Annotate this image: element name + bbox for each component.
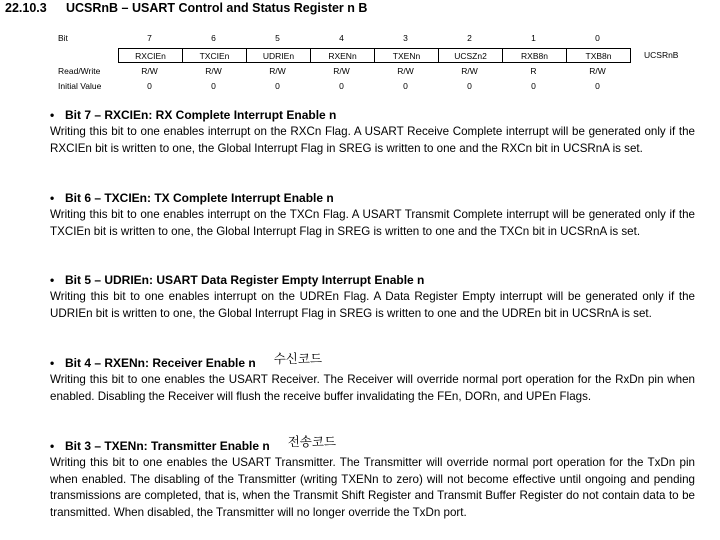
bit-number: 7 bbox=[147, 33, 152, 43]
bit-description-udrie bbox=[50, 272, 695, 322]
bit-number: 6 bbox=[211, 33, 216, 43]
bit-description-title bbox=[50, 190, 695, 207]
initial-value: 0 bbox=[147, 81, 152, 91]
register-field: RXENn bbox=[311, 49, 375, 63]
bit-description-body: Writing this bit to one enables the USART Transmitter. The Transmitter will override normal port operation for the TxDn pin when enabled. The disabling of the Transmitter (writing TXENn to zero) will not become effective until ongoing and pending transmissions are completed, that is, when the Transmit Shift Register and Transmit Buffer Register do not contain data to be transmitted. When disabled, the Transmitter will no longer override the TxDn port. bbox=[50, 456, 695, 519]
initial-value: 0 bbox=[275, 81, 280, 91]
read-write-value: R/W bbox=[461, 66, 478, 76]
read-write-value: R/W bbox=[333, 66, 350, 76]
register-field: RXB8n bbox=[503, 49, 567, 63]
section-number: 22.10.3 bbox=[5, 1, 47, 15]
bit-description-body: Writing this bit to one enables interrupt on the TXCn Flag. A USART Transmit Complete interrupt will be generated only if the TXCIEn bit is written to one, the Global Interrupt Flag in SREG is written to one and the TXCn bit in UCSRnA is set. bbox=[50, 208, 695, 238]
initial-value-label: Initial Value bbox=[58, 81, 102, 91]
initial-value: 0 bbox=[531, 81, 536, 91]
bit-row-label: Bit bbox=[58, 33, 68, 43]
bit-description-title bbox=[50, 435, 695, 455]
bullet-icon: • bbox=[50, 108, 55, 122]
bit-description-txcie bbox=[50, 190, 695, 240]
bit-title-text: Bit 4 – RXENn: Receiver Enable n bbox=[65, 356, 256, 370]
bit-description-rxen bbox=[50, 352, 695, 405]
register-field: TXCIEn bbox=[183, 49, 247, 63]
bit-description-body: Writing this bit to one enables interrupt on the UDREn Flag. A Data Register Empty interrupt will be generated only if the UDRIEn bit is written to one, the Global Interrupt Flag in SREG is written to one and the UDREn bit in UCSRnA is set. bbox=[50, 290, 695, 320]
read-write-value: R/W bbox=[205, 66, 222, 76]
register-field: TXB8n bbox=[567, 49, 631, 63]
bit-title-text: Bit 7 – RXCIEn: RX Complete Interrupt Enable n bbox=[65, 108, 337, 122]
read-write-value: R/W bbox=[397, 66, 414, 76]
read-write-label: Read/Write bbox=[58, 66, 101, 76]
bit-description-title bbox=[50, 272, 695, 289]
bit-description-txen bbox=[50, 435, 695, 521]
bit-description-title bbox=[50, 352, 695, 372]
bit-title-text: Bit 5 – UDRIEn: USART Data Register Empty Interrupt Enable n bbox=[65, 273, 425, 287]
bit-number: 4 bbox=[339, 33, 344, 43]
bullet-icon: • bbox=[50, 439, 55, 453]
bullet-icon: • bbox=[50, 273, 55, 287]
bit-title-text: Bit 6 – TXCIEn: TX Complete Interrupt Enable n bbox=[65, 191, 334, 205]
register-field: UCSZn2 bbox=[439, 49, 503, 63]
bit-description-body: Writing this bit to one enables interrupt on the RXCn Flag. A USART Receive Complete interrupt will be generated only if the RXCIEn bit is written to one, the Global Interrupt Flag in SREG is written to one and the RXCn bit in UCSRnA is set. bbox=[50, 125, 695, 155]
handwritten-note: 수신코드 bbox=[273, 352, 323, 366]
initial-value: 0 bbox=[403, 81, 408, 91]
read-write-value: R/W bbox=[141, 66, 158, 76]
bullet-icon: • bbox=[50, 356, 55, 370]
bit-description-title bbox=[50, 107, 695, 124]
bit-number: 0 bbox=[595, 33, 600, 43]
initial-value: 0 bbox=[595, 81, 600, 91]
bit-number: 3 bbox=[403, 33, 408, 43]
initial-value: 0 bbox=[467, 81, 472, 91]
read-write-value: R/W bbox=[589, 66, 606, 76]
register-name: UCSRnB bbox=[644, 50, 679, 60]
handwritten-note: 전송코드 bbox=[287, 435, 337, 449]
bit-number: 1 bbox=[531, 33, 536, 43]
register-field: RXCIEn bbox=[119, 49, 183, 63]
section-title: UCSRnB – USART Control and Status Register n B bbox=[66, 1, 368, 15]
read-write-value: R/W bbox=[269, 66, 286, 76]
register-field-table bbox=[118, 48, 631, 63]
bit-number: 5 bbox=[275, 33, 280, 43]
bit-description-rxcie bbox=[50, 107, 695, 157]
bullet-icon: • bbox=[50, 191, 55, 205]
register-field: UDRIEn bbox=[247, 49, 311, 63]
bit-number: 2 bbox=[467, 33, 472, 43]
read-write-value: R bbox=[530, 66, 537, 76]
initial-value: 0 bbox=[211, 81, 216, 91]
bit-description-body: Writing this bit to one enables the USART Receiver. The Receiver will override normal port operation for the RxDn pin when enabled. Disabling the Receiver will flush the receive buffer invalidating the FEn, DORn, and UPEn Flags. bbox=[50, 373, 695, 403]
register-field: TXENn bbox=[375, 49, 439, 63]
initial-value: 0 bbox=[339, 81, 344, 91]
bit-title-text: Bit 3 – TXENn: Transmitter Enable n bbox=[65, 439, 270, 453]
section-heading bbox=[0, 1, 720, 17]
